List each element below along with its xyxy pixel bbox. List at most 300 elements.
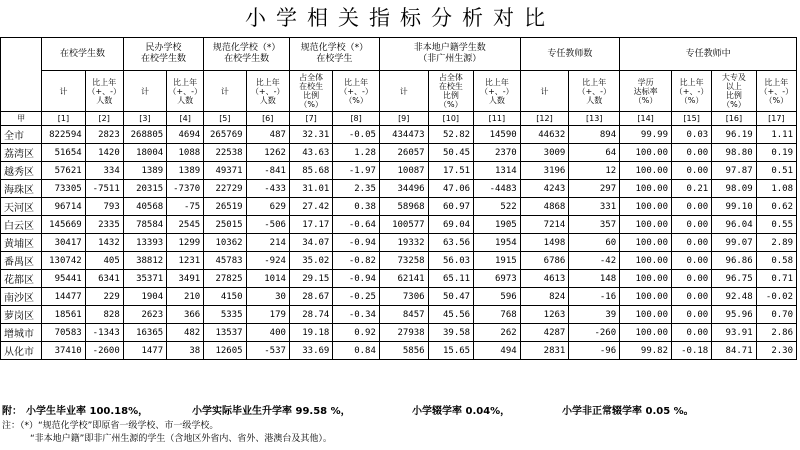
table-cell: 0.71 xyxy=(756,270,796,288)
table-cell: 14590 xyxy=(474,126,521,144)
district-name: 越秀区 xyxy=(1,162,42,180)
table-cell: 97.87 xyxy=(712,162,756,180)
table-cell: 210 xyxy=(167,288,204,306)
header-group: 专任教师中 xyxy=(620,38,797,71)
table-cell: 297 xyxy=(569,180,620,198)
table-cell: 1088 xyxy=(167,144,204,162)
table-cell: 62141 xyxy=(379,270,428,288)
table-cell: 19332 xyxy=(379,234,428,252)
note-line-2: “非本地户籍”即非广州生源的学生（含地区外省内、省外、港澳台及其他）。 xyxy=(30,434,332,444)
table-cell: 268805 xyxy=(123,126,166,144)
table-cell: 99.07 xyxy=(712,234,756,252)
table-cell: 22729 xyxy=(204,180,246,198)
table-cell: 96714 xyxy=(42,198,85,216)
column-index: [1] xyxy=(42,112,85,126)
table-cell: 39 xyxy=(569,306,620,324)
header-subcolumn: 比上年 （+、-） （%） xyxy=(756,71,796,112)
table-cell: 0.19 xyxy=(756,144,796,162)
table-cell: 10362 xyxy=(204,234,246,252)
table-cell: 4613 xyxy=(520,270,569,288)
table-row xyxy=(1,324,797,342)
table-cell: 100.00 xyxy=(620,252,672,270)
header-subcolumn: 占全体 在校生 比例 （%） xyxy=(428,71,474,112)
table-cell: 0.38 xyxy=(333,198,380,216)
table-row xyxy=(1,216,797,234)
table-cell: 0.62 xyxy=(756,198,796,216)
header-subcolumn: 比上年 （+、-） 人数 xyxy=(246,71,289,112)
table-cell: 26057 xyxy=(379,144,428,162)
table-cell: 357 xyxy=(569,216,620,234)
table-cell: 18004 xyxy=(123,144,166,162)
table-cell: 1389 xyxy=(123,162,166,180)
table-cell: 100.00 xyxy=(620,144,672,162)
table-cell: 35371 xyxy=(123,270,166,288)
table-cell: 57621 xyxy=(42,162,85,180)
table-row xyxy=(1,342,797,360)
column-index: [15] xyxy=(672,112,712,126)
table-cell: 96.19 xyxy=(712,126,756,144)
column-index: [8] xyxy=(333,112,380,126)
column-index: [9] xyxy=(379,112,428,126)
table-cell: 14477 xyxy=(42,288,85,306)
table-cell: 0.58 xyxy=(756,252,796,270)
table-cell: 400 xyxy=(246,324,289,342)
table-cell: 17.51 xyxy=(428,162,474,180)
table-cell: 56.03 xyxy=(428,252,474,270)
table-row xyxy=(1,306,797,324)
row-label-header: 甲 xyxy=(1,112,42,126)
table-row xyxy=(1,162,797,180)
table-cell: 1477 xyxy=(123,342,166,360)
table-cell: 3491 xyxy=(167,270,204,288)
table-row xyxy=(1,252,797,270)
table-cell: 70583 xyxy=(42,324,85,342)
table-cell: 1014 xyxy=(246,270,289,288)
table-cell: 1299 xyxy=(167,234,204,252)
header-subcolumn: 学历 达标率 （%） xyxy=(620,71,672,112)
table-cell: 6786 xyxy=(520,252,569,270)
table-cell: 15.65 xyxy=(428,342,474,360)
table-cell: 1389 xyxy=(167,162,204,180)
table-cell: 1263 xyxy=(520,306,569,324)
table-cell: 1904 xyxy=(123,288,166,306)
table-cell: 100.00 xyxy=(620,180,672,198)
table-cell: 27825 xyxy=(204,270,246,288)
table-cell: 2.86 xyxy=(756,324,796,342)
table-cell: 38 xyxy=(167,342,204,360)
table-cell: 96.04 xyxy=(712,216,756,234)
table-cell: 63.56 xyxy=(428,234,474,252)
district-name: 天河区 xyxy=(1,198,42,216)
table-cell: 78584 xyxy=(123,216,166,234)
table-cell: 0.92 xyxy=(333,324,380,342)
table-cell: 34.07 xyxy=(289,234,332,252)
district-name: 海珠区 xyxy=(1,180,42,198)
table-row xyxy=(1,270,797,288)
table-cell: 100577 xyxy=(379,216,428,234)
table-cell: 1314 xyxy=(474,162,521,180)
table-cell: 334 xyxy=(85,162,123,180)
table-row xyxy=(1,288,797,306)
table-cell: 100.00 xyxy=(620,288,672,306)
table-cell: 0.55 xyxy=(756,216,796,234)
table-cell: 2831 xyxy=(520,342,569,360)
table-cell: -2600 xyxy=(85,342,123,360)
district-name: 花都区 xyxy=(1,270,42,288)
table-cell: 27938 xyxy=(379,324,428,342)
notes xyxy=(2,402,800,444)
table-cell: 0.21 xyxy=(672,180,712,198)
table-cell: 17.17 xyxy=(289,216,332,234)
table-cell: 894 xyxy=(569,126,620,144)
header-subcolumn: 比上年 （+、-） 人数 xyxy=(474,71,521,112)
table-cell: 1905 xyxy=(474,216,521,234)
table-cell: 60.97 xyxy=(428,198,474,216)
table-row xyxy=(1,198,797,216)
table-cell: -260 xyxy=(569,324,620,342)
table-cell: 4694 xyxy=(167,126,204,144)
table-cell: 73258 xyxy=(379,252,428,270)
table-cell: 99.10 xyxy=(712,198,756,216)
column-index: [3] xyxy=(123,112,166,126)
table-cell: 96.86 xyxy=(712,252,756,270)
table-cell: 10087 xyxy=(379,162,428,180)
table-cell: 25015 xyxy=(204,216,246,234)
table-cell: 100.00 xyxy=(620,306,672,324)
table-cell: 40568 xyxy=(123,198,166,216)
table-cell: 6341 xyxy=(85,270,123,288)
table-cell: -0.82 xyxy=(333,252,380,270)
district-name: 萝岗区 xyxy=(1,306,42,324)
table-cell: 99.82 xyxy=(620,342,672,360)
table-cell: 1262 xyxy=(246,144,289,162)
promotion-rate: 小学实际毕业生升学率 99.58 %， xyxy=(192,406,351,417)
table-body xyxy=(1,38,797,360)
table-cell: 793 xyxy=(85,198,123,216)
header-group: 民办学校 在校学生数 xyxy=(123,38,203,71)
header-group: 规范化学校（*） 在校学生 xyxy=(289,38,379,71)
table-cell: 229 xyxy=(85,288,123,306)
table-cell: 28.67 xyxy=(289,288,332,306)
column-index: [6] xyxy=(246,112,289,126)
table-cell: 0.00 xyxy=(672,306,712,324)
header-subcolumn: 计 xyxy=(379,71,428,112)
table-cell: 262 xyxy=(474,324,521,342)
table-cell: 2.30 xyxy=(756,342,796,360)
table-cell: 1954 xyxy=(474,234,521,252)
table-cell: 0.00 xyxy=(672,324,712,342)
table-cell: 1915 xyxy=(474,252,521,270)
table-cell: 47.06 xyxy=(428,180,474,198)
table-cell: 7306 xyxy=(379,288,428,306)
table-cell: 4287 xyxy=(520,324,569,342)
table-cell: 100.00 xyxy=(620,162,672,180)
table-cell: 43.63 xyxy=(289,144,332,162)
table-cell: 768 xyxy=(474,306,521,324)
table-cell: -7511 xyxy=(85,180,123,198)
header-row-index xyxy=(1,112,797,126)
table-cell: 2623 xyxy=(123,306,166,324)
header-subcolumn: 比上年 （+、-） （%） xyxy=(672,71,712,112)
table-cell: 0.03 xyxy=(672,126,712,144)
header-row-groups xyxy=(1,38,797,71)
table-cell: 214 xyxy=(246,234,289,252)
header-subcolumn: 比上年 （+、-） （%） xyxy=(333,71,380,112)
table-cell: 100.00 xyxy=(620,234,672,252)
header-subcolumn: 比上年 （+、-） 人数 xyxy=(167,71,204,112)
table-cell: 13537 xyxy=(204,324,246,342)
table-cell: 828 xyxy=(85,306,123,324)
table-cell: 7214 xyxy=(520,216,569,234)
table-cell: 5335 xyxy=(204,306,246,324)
district-name: 从化市 xyxy=(1,342,42,360)
district-name: 全市 xyxy=(1,126,42,144)
table-cell: 2335 xyxy=(85,216,123,234)
header-group: 非本地户籍学生数 （非广州生源） xyxy=(379,38,520,71)
table-cell: 2.35 xyxy=(333,180,380,198)
table-cell: 30417 xyxy=(42,234,85,252)
table-cell: 22538 xyxy=(204,144,246,162)
table-cell: 4150 xyxy=(204,288,246,306)
table-cell: 27.42 xyxy=(289,198,332,216)
column-index: [4] xyxy=(167,112,204,126)
table-cell: 64 xyxy=(569,144,620,162)
table-cell: -924 xyxy=(246,252,289,270)
table-cell: -96 xyxy=(569,342,620,360)
table-cell: -7370 xyxy=(167,180,204,198)
table-cell: -16 xyxy=(569,288,620,306)
table-cell: 1.28 xyxy=(333,144,380,162)
table-cell: 26519 xyxy=(204,198,246,216)
header-subcolumn: 大专及 以上 比例 （%） xyxy=(712,71,756,112)
table-cell: 13393 xyxy=(123,234,166,252)
header-row-sub xyxy=(1,71,797,112)
table-cell: 34496 xyxy=(379,180,428,198)
table-cell: 2823 xyxy=(85,126,123,144)
column-index: [11] xyxy=(474,112,521,126)
table-cell: 100.00 xyxy=(620,270,672,288)
table-cell: 487 xyxy=(246,126,289,144)
table-cell: 4868 xyxy=(520,198,569,216)
table-cell: 95441 xyxy=(42,270,85,288)
header-subcolumn: 计 xyxy=(204,71,246,112)
table-cell: 39.58 xyxy=(428,324,474,342)
table-cell: 49371 xyxy=(204,162,246,180)
table-cell: 93.91 xyxy=(712,324,756,342)
table-cell: 0.70 xyxy=(756,306,796,324)
table-cell: 96.75 xyxy=(712,270,756,288)
table-cell: 100.00 xyxy=(620,198,672,216)
table-cell: -841 xyxy=(246,162,289,180)
table-cell: 98.80 xyxy=(712,144,756,162)
page-title: 小学相关指标分析对比 xyxy=(245,6,555,30)
table-cell: -4483 xyxy=(474,180,521,198)
table-cell: 100.00 xyxy=(620,216,672,234)
table-cell: 31.01 xyxy=(289,180,332,198)
table-cell: -506 xyxy=(246,216,289,234)
header-group: 在校学生数 xyxy=(42,38,124,71)
column-index: [14] xyxy=(620,112,672,126)
table-cell: 1.11 xyxy=(756,126,796,144)
table-cell: 3196 xyxy=(520,162,569,180)
abnormal-dropout-rate: 小学非正常辍学率 0.05 %。 xyxy=(562,406,694,417)
district-name: 南沙区 xyxy=(1,288,42,306)
table-cell: 494 xyxy=(474,342,521,360)
table-cell: 16365 xyxy=(123,324,166,342)
column-index: [13] xyxy=(569,112,620,126)
column-index: [16] xyxy=(712,112,756,126)
table-cell: -75 xyxy=(167,198,204,216)
table-cell: 85.68 xyxy=(289,162,332,180)
summary-line xyxy=(2,402,800,418)
header-subcolumn: 占全体 在校生 比例 （%） xyxy=(289,71,332,112)
table-cell: 60 xyxy=(569,234,620,252)
table-cell: -0.94 xyxy=(333,270,380,288)
table-cell: 32.31 xyxy=(289,126,332,144)
table-cell: 50.47 xyxy=(428,288,474,306)
table-cell: 434473 xyxy=(379,126,428,144)
table-cell: 12605 xyxy=(204,342,246,360)
table-cell: -0.25 xyxy=(333,288,380,306)
table-cell: 92.48 xyxy=(712,288,756,306)
table-cell: 0.00 xyxy=(672,144,712,162)
table-cell: 522 xyxy=(474,198,521,216)
table-cell: 629 xyxy=(246,198,289,216)
table-cell: 0.00 xyxy=(672,162,712,180)
district-name: 黄埔区 xyxy=(1,234,42,252)
header-subcolumn: 比上年 （+、-） 人数 xyxy=(569,71,620,112)
table-cell: 8457 xyxy=(379,306,428,324)
table-cell: 1420 xyxy=(85,144,123,162)
table-cell: 19.18 xyxy=(289,324,332,342)
table-row xyxy=(1,144,797,162)
header-group: 专任教师数 xyxy=(520,38,619,71)
district-name: 白云区 xyxy=(1,216,42,234)
table-cell: -537 xyxy=(246,342,289,360)
table-cell: 179 xyxy=(246,306,289,324)
table-cell: 366 xyxy=(167,306,204,324)
table-cell: 130742 xyxy=(42,252,85,270)
table-cell: 45.56 xyxy=(428,306,474,324)
table-cell: 0.00 xyxy=(672,270,712,288)
table-cell: 38812 xyxy=(123,252,166,270)
table-cell: 0.00 xyxy=(672,288,712,306)
table-cell: 145669 xyxy=(42,216,85,234)
table-cell: -0.05 xyxy=(333,126,380,144)
table-cell: 0.00 xyxy=(672,234,712,252)
table-cell: 1498 xyxy=(520,234,569,252)
table-cell: 12 xyxy=(569,162,620,180)
table-cell: 6973 xyxy=(474,270,521,288)
table-cell: 4243 xyxy=(520,180,569,198)
table-cell: 84.71 xyxy=(712,342,756,360)
table-cell: 99.99 xyxy=(620,126,672,144)
column-index: [2] xyxy=(85,112,123,126)
table-cell: 148 xyxy=(569,270,620,288)
column-index: [7] xyxy=(289,112,332,126)
table-cell: 73305 xyxy=(42,180,85,198)
header-subcolumn: 计 xyxy=(42,71,85,112)
table-cell: 1432 xyxy=(85,234,123,252)
table-cell: 30 xyxy=(246,288,289,306)
table-cell: 29.15 xyxy=(289,270,332,288)
column-index: [10] xyxy=(428,112,474,126)
district-name: 增城市 xyxy=(1,324,42,342)
table-cell: 18561 xyxy=(42,306,85,324)
table-cell: 0.00 xyxy=(672,252,712,270)
table-row xyxy=(1,180,797,198)
table-cell: 33.69 xyxy=(289,342,332,360)
table-cell: -0.34 xyxy=(333,306,380,324)
indicator-table xyxy=(0,37,797,360)
header-subcolumn: 比上年 （+、-） 人数 xyxy=(85,71,123,112)
table-cell: 51654 xyxy=(42,144,85,162)
district-name: 番禺区 xyxy=(1,252,42,270)
table-cell: 405 xyxy=(85,252,123,270)
table-cell: -0.02 xyxy=(756,288,796,306)
table-cell: 35.02 xyxy=(289,252,332,270)
table-cell: 2370 xyxy=(474,144,521,162)
table-cell: -1343 xyxy=(85,324,123,342)
graduation-rate: 小学生毕业率 100.18%， xyxy=(26,406,149,417)
table-cell: 5856 xyxy=(379,342,428,360)
table-cell: 69.04 xyxy=(428,216,474,234)
table-cell: -42 xyxy=(569,252,620,270)
header-subcolumn: 计 xyxy=(520,71,569,112)
table-cell: -0.94 xyxy=(333,234,380,252)
summary-prefix: 附： xyxy=(2,406,22,417)
table-cell: 52.82 xyxy=(428,126,474,144)
table-cell: 1231 xyxy=(167,252,204,270)
table-cell: 822594 xyxy=(42,126,85,144)
table-cell: 824 xyxy=(520,288,569,306)
dropout-rate: 小学辍学率 0.04%， xyxy=(412,406,511,417)
table-row xyxy=(1,234,797,252)
table-cell: -1.97 xyxy=(333,162,380,180)
table-cell: -433 xyxy=(246,180,289,198)
table-cell: 596 xyxy=(474,288,521,306)
table-cell: 0.84 xyxy=(333,342,380,360)
table-cell: -0.64 xyxy=(333,216,380,234)
table-cell: 37410 xyxy=(42,342,85,360)
table-cell: 50.45 xyxy=(428,144,474,162)
column-index: [17] xyxy=(756,112,796,126)
table-row xyxy=(1,126,797,144)
header-corner xyxy=(1,38,42,112)
table-cell: 265769 xyxy=(204,126,246,144)
district-name: 荔湾区 xyxy=(1,144,42,162)
header-subcolumn: 计 xyxy=(123,71,166,112)
table-cell: 28.74 xyxy=(289,306,332,324)
table-cell: 44632 xyxy=(520,126,569,144)
table-cell: 3009 xyxy=(520,144,569,162)
table-cell: 45783 xyxy=(204,252,246,270)
table-cell: 0.00 xyxy=(672,216,712,234)
table-cell: 2.89 xyxy=(756,234,796,252)
table-cell: 98.09 xyxy=(712,180,756,198)
table-cell: 0.00 xyxy=(672,198,712,216)
table-cell: 2545 xyxy=(167,216,204,234)
table-cell: 331 xyxy=(569,198,620,216)
column-index: [12] xyxy=(520,112,569,126)
table-cell: -0.18 xyxy=(672,342,712,360)
header-group: 规范化学校（*） 在校学生数 xyxy=(204,38,290,71)
table-cell: 58968 xyxy=(379,198,428,216)
column-index: [5] xyxy=(204,112,246,126)
table-cell: 65.11 xyxy=(428,270,474,288)
table-cell: 100.00 xyxy=(620,324,672,342)
table-cell: 20315 xyxy=(123,180,166,198)
